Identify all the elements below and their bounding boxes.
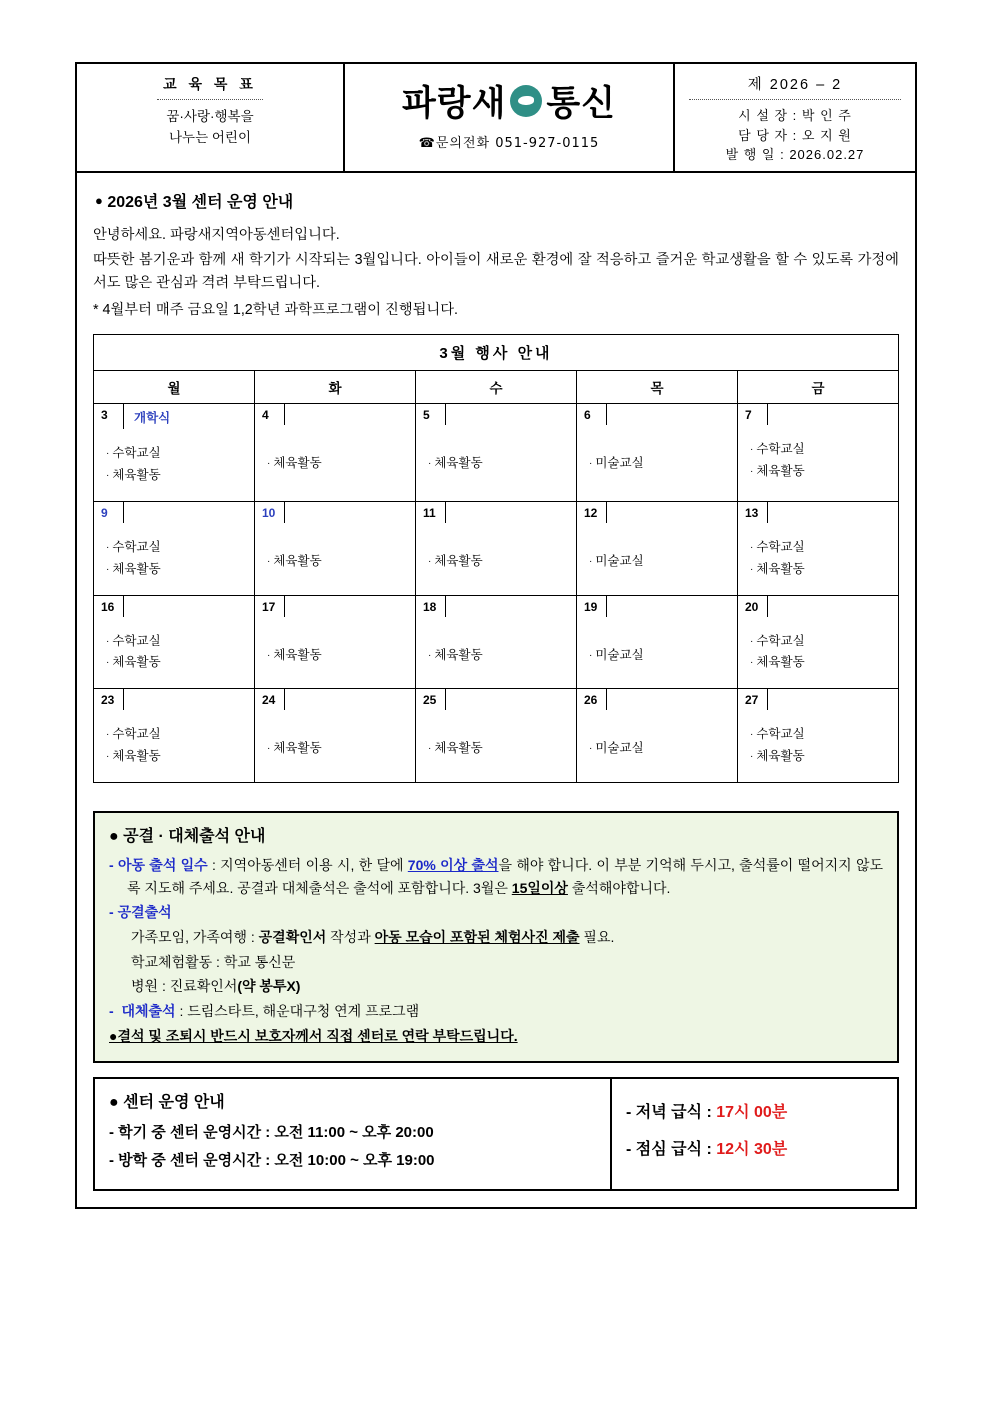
day-event: 미술교실 — [595, 741, 644, 756]
day-tag — [124, 596, 254, 617]
operation-title-text: 센터 운영 안내 — [123, 1094, 225, 1112]
calendar-week-1 — [94, 404, 899, 502]
excused-line-1 — [109, 926, 883, 949]
meta-director: 시 설 장 : 박 인 주 — [738, 108, 852, 123]
day-event: 체육활동 — [434, 456, 483, 470]
day-event: 체육활동 — [756, 655, 805, 670]
day-events: · 미술교실 — [589, 456, 644, 470]
day-events: · 수학교실 · 체육활동 — [106, 727, 161, 764]
attendance-box — [93, 811, 899, 1063]
notice-intro — [93, 224, 899, 323]
attendance-title-text: 공결 · 대체출석 안내 — [123, 828, 266, 845]
day-number: 5 — [416, 404, 446, 425]
operation-hours-vacation: - 방학 중 센터 운영시간 : 오전 10:00 ~ 오후 19:00 — [109, 1152, 435, 1170]
calendar-week-3 — [94, 595, 899, 689]
dinner-meal-time: 17시 00분 — [716, 1104, 788, 1122]
calendar-title: 3월 행사 안내 — [94, 335, 899, 371]
day-tag — [124, 502, 254, 523]
attendance-item-1-text-c: 출석해야합니다. — [567, 879, 671, 896]
day-event: 체육활동 — [756, 561, 805, 576]
day-number: 10 — [255, 502, 285, 523]
day-tag — [768, 404, 898, 425]
issue-number: 제 2026 – 2 — [689, 73, 901, 100]
day-tag — [285, 689, 415, 710]
lunch-meal-time: 12시 30분 — [716, 1141, 788, 1159]
march-calendar — [93, 334, 899, 783]
dow-tue: 화 — [255, 371, 416, 404]
bullet-icon: ● — [109, 1094, 119, 1112]
day-events: · 체육활동 — [428, 456, 483, 470]
medicine-envelope-note: (약 봉투X) — [237, 978, 301, 995]
day-cell[interactable] — [255, 689, 416, 783]
day-events: · 수학교실 · 체육활동 — [750, 539, 805, 576]
day-cell[interactable] — [416, 501, 577, 595]
day-number: 16 — [94, 596, 124, 617]
day-events: · 체육활동 — [428, 553, 483, 568]
day-tag — [285, 404, 415, 425]
day-tag — [285, 502, 415, 523]
day-number: 23 — [94, 689, 124, 710]
day-events: · 체육활동 — [267, 553, 322, 568]
document-body — [77, 173, 915, 798]
education-goal-line-1: 꿈·사랑·행복을 — [166, 109, 254, 124]
excused-line-1-tail: 필요. — [579, 929, 615, 946]
day-number: 19 — [577, 596, 607, 617]
attendance-item-2: - 공결출석 — [109, 904, 172, 921]
lunch-meal-label: - 점심 급식 : — [626, 1141, 717, 1159]
day-number: 4 — [255, 404, 285, 425]
day-cell[interactable] — [255, 501, 416, 595]
day-number: 12 — [577, 502, 607, 523]
education-goal-title: 교 육 목 표 — [157, 74, 263, 100]
day-number: 26 — [577, 689, 607, 710]
day-event: 미술교실 — [595, 647, 644, 662]
operation-box — [93, 1077, 899, 1191]
day-number: 20 — [738, 596, 768, 617]
day-events: · 수학교실 · 체육활동 — [106, 633, 161, 670]
day-tag — [285, 596, 415, 617]
day-event: 체육활동 — [273, 741, 322, 756]
operation-right — [612, 1079, 897, 1189]
day-events: · 체육활동 — [267, 456, 322, 470]
day-events: · 수학교실 · 체육활동 — [106, 539, 161, 576]
day-tag: 개학식 — [134, 411, 171, 425]
day-events: · 수학교실 · 체육활동 — [750, 633, 805, 670]
day-event: 체육활동 — [273, 647, 322, 662]
dinner-meal-row — [626, 1099, 887, 1122]
day-event: 체육활동 — [112, 561, 161, 576]
substitute-attendance-text: : 드림스타트, 해운대구청 연계 프로그램 — [175, 1003, 420, 1020]
day-event: 체육활동 — [112, 655, 161, 670]
day-cell[interactable] — [94, 404, 255, 502]
day-cell[interactable] — [577, 595, 738, 689]
day-event: 체육활동 — [434, 553, 483, 568]
notice-title-text: 2026년 3월 센터 운영 안내 — [107, 193, 294, 211]
excused-form-name: 공결확인서 — [258, 929, 327, 946]
dow-fri: 금 — [738, 371, 899, 404]
bluebird-icon — [510, 85, 542, 117]
excused-line-3-pre: 병원 : 진료확인서 — [131, 978, 238, 995]
bullet-icon: ● — [109, 828, 119, 845]
day-number: 25 — [416, 689, 446, 710]
day-number: 6 — [577, 404, 607, 425]
day-number: 17 — [255, 596, 285, 617]
day-number: 11 — [416, 502, 446, 523]
day-cell[interactable] — [94, 595, 255, 689]
day-tag — [768, 689, 898, 710]
day-events: · 미술교실 — [589, 741, 644, 756]
day-cell[interactable] — [738, 689, 899, 783]
day-tag — [446, 404, 576, 425]
day-event: 수학교실 — [112, 633, 161, 648]
meta-manager: 담 당 자 : 오 지 원 — [738, 127, 852, 143]
attendance-title — [109, 823, 883, 846]
day-events: · 체육활동 — [428, 647, 483, 662]
day-number: 3 — [94, 404, 124, 429]
day-cell[interactable] — [577, 689, 738, 783]
calendar-week-2 — [94, 501, 899, 595]
day-event: 수학교실 — [112, 446, 161, 460]
document-frame — [75, 62, 917, 1209]
day-number: 9 — [94, 502, 124, 523]
dow-thu: 목 — [577, 371, 738, 404]
meta-issue-date: 발 행 일 : 2026.02.27 — [725, 147, 865, 162]
day-tag — [446, 596, 576, 617]
notice-paragraph-2: 따뜻한 봄기운과 함께 새 학기가 시작되는 3월입니다. 아이들이 새로운 환경에 잘 적응하고 즐거운 학교생활을 할 수 있도록 가정에서도 많은 관심과 격려 부탁드립니다. — [93, 252, 899, 292]
day-events: · 체육활동 — [267, 741, 322, 756]
day-event: 체육활동 — [273, 456, 322, 470]
day-tag — [446, 689, 576, 710]
day-tag — [124, 689, 254, 710]
day-events: · 수학교실 · 체육활동 — [750, 727, 805, 764]
day-number: 27 — [738, 689, 768, 710]
excused-line-3 — [109, 975, 883, 998]
day-tag — [768, 502, 898, 523]
day-tag — [607, 689, 737, 710]
attendance-footer-note: ●결석 및 조퇴시 반드시 보호자께서 직접 센터로 연락 부탁드립니다. — [109, 1027, 518, 1044]
day-tag — [607, 596, 737, 617]
day-cell[interactable] — [416, 404, 577, 502]
dinner-meal-label: - 저녁 급식 : — [626, 1104, 717, 1122]
day-cell[interactable] — [738, 595, 899, 689]
attendance-item-1-text-b: 을 해야 합니다. 이 부분 기억해 두시고, 출석률이 떨어지지 않도록 지도해 주세요. 공결과 대체출석은 출석에 포함합니다. 3월은 — [127, 857, 883, 896]
day-tag — [607, 404, 737, 425]
excused-line-1-mid: 작성과 — [326, 929, 375, 946]
attendance-rate-highlight: 70% 이상 출석 — [407, 857, 499, 873]
day-event: 미술교실 — [595, 553, 644, 568]
day-events: · 미술교실 — [589, 647, 644, 662]
attendance-item-1: - 아동 출석 일수 : 지역아동센터 이용 시, 한 달에 70% 이상 출석을 해야 합니다. 이 부분 기억해 두시고, 출석률이 떨어지지 않도록 지도해 주세요. 공결과 대체출석은 출석에 포함합니다. 3월은 15일이상 출석해야합니다. — [109, 857, 883, 896]
substitute-attendance-label: 대체출석 — [121, 1003, 176, 1020]
day-number: 7 — [738, 404, 768, 425]
operation-title — [109, 1089, 596, 1112]
day-event: 체육활동 — [112, 467, 161, 482]
day-cell[interactable] — [94, 501, 255, 595]
attendance-item-1-label: 아동 출석 일수 — [117, 857, 208, 873]
day-tag — [446, 502, 576, 523]
calendar-dow-row — [94, 371, 899, 404]
day-events: · 체육활동 — [267, 647, 322, 662]
day-event: 체육활동 — [273, 553, 322, 568]
logo-block — [345, 64, 675, 171]
attendance-days-highlight: 15일이상 — [511, 879, 568, 896]
document-header — [77, 64, 915, 173]
day-event: 수학교실 — [112, 727, 161, 742]
day-cell[interactable] — [416, 595, 577, 689]
day-number: 18 — [416, 596, 446, 617]
logo-text-right: 통신 — [546, 84, 617, 124]
day-cell[interactable] — [738, 404, 899, 502]
day-tag — [607, 502, 737, 523]
education-goal-line-2: 나누는 어린이 — [169, 129, 251, 145]
day-event: 체육활동 — [756, 463, 805, 478]
day-event: 체육활동 — [112, 749, 161, 764]
day-event: 체육활동 — [434, 741, 483, 756]
day-event: 미술교실 — [595, 456, 644, 470]
dow-mon: 월 — [94, 371, 255, 404]
bullet-icon: ● — [95, 192, 103, 208]
notice-title — [95, 189, 899, 212]
excused-line-1-pre: 가족모임, 가족여행 : — [131, 929, 259, 946]
excused-line-2: 학교체험활동 : 학교 통신문 — [131, 953, 296, 970]
excused-absence-label: 공결출석 — [117, 904, 172, 921]
day-number: 13 — [738, 502, 768, 523]
calendar-title-row — [94, 335, 899, 371]
day-events: · 미술교실 — [589, 553, 644, 568]
day-event: 수학교실 — [756, 727, 805, 742]
operation-hours-semester: - 학기 중 센터 운영시간 : 오전 11:00 ~ 오후 20:00 — [109, 1124, 434, 1142]
issue-meta-block — [675, 64, 915, 171]
day-events: · 체육활동 — [428, 741, 483, 756]
logo-title — [345, 76, 673, 126]
education-goal-block — [77, 64, 345, 171]
phone-icon-line: ☎문의전화 051-927-0115 — [418, 136, 600, 151]
photo-requirement: 아동 모습이 포함된 체험사진 제출 — [374, 929, 580, 946]
day-cell[interactable] — [577, 404, 738, 502]
day-event: 수학교실 — [756, 539, 805, 554]
day-event: 체육활동 — [434, 647, 483, 662]
day-cell[interactable] — [738, 501, 899, 595]
notice-paragraph-3: * 4월부터 매주 금요일 1,2학년 과학프로그램이 진행됩니다. — [93, 302, 459, 319]
day-number: 24 — [255, 689, 285, 710]
day-cell[interactable] — [255, 404, 416, 502]
logo-text-left: 파랑새 — [401, 84, 507, 124]
day-events: · 수학교실 · 체육활동 — [106, 446, 161, 482]
day-cell[interactable] — [94, 689, 255, 783]
dow-wed: 수 — [416, 371, 577, 404]
operation-left — [95, 1079, 612, 1189]
day-cell[interactable] — [416, 689, 577, 783]
day-events: · 수학교실 · 체육활동 — [750, 442, 805, 478]
attendance-item-3: - 대체출석 : 드림스타트, 해운대구청 연계 프로그램 — [109, 1003, 420, 1020]
notice-paragraph-1: 안녕하세요. 파랑새지역아동센터입니다. — [93, 226, 340, 243]
lunch-meal-row — [626, 1136, 887, 1159]
attendance-item-1-text-a: : 지역아동센터 이용 시, 한 달에 — [207, 857, 408, 873]
day-cell[interactable] — [255, 595, 416, 689]
day-tag — [768, 596, 898, 617]
day-cell[interactable] — [577, 501, 738, 595]
day-event: 체육활동 — [756, 749, 805, 764]
day-event: 수학교실 — [756, 633, 805, 648]
calendar-week-4 — [94, 689, 899, 783]
day-event: 수학교실 — [756, 442, 805, 456]
day-event: 수학교실 — [112, 539, 161, 554]
